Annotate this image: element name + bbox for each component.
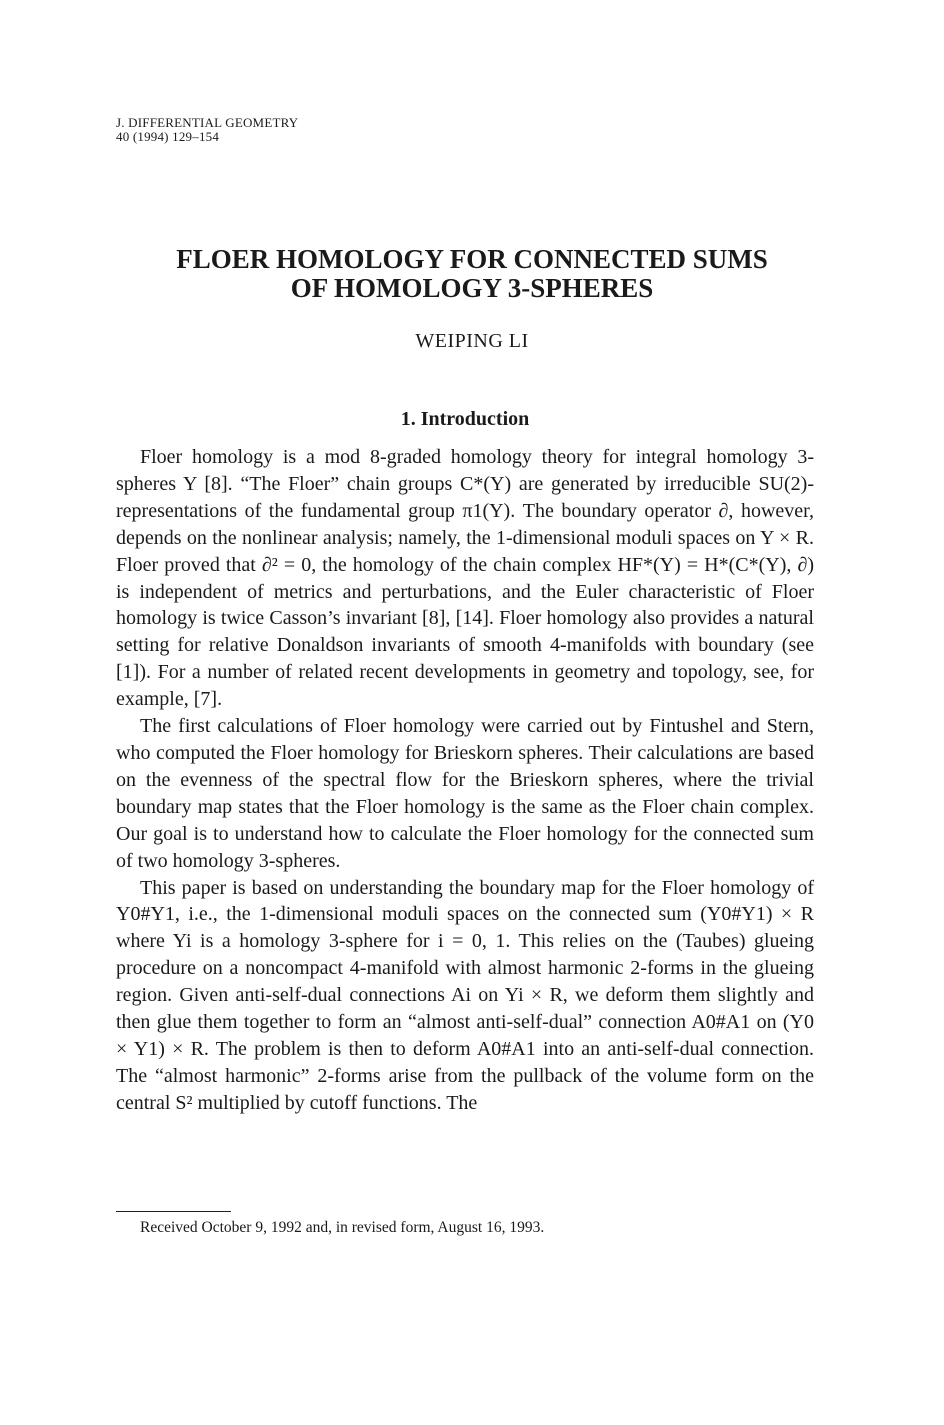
journal-name: J. DIFFERENTIAL GEOMETRY bbox=[116, 115, 299, 130]
title-line-1: FLOER HOMOLOGY FOR CONNECTED SUMS bbox=[176, 244, 768, 274]
paper-title bbox=[0, 245, 944, 303]
section-heading: 1. Introduction bbox=[400, 408, 530, 430]
paragraph-2: The first calculations of Floer homology were carried out by Fintushel and Stern, who computed the Floer homology for Brieskorn spheres. Their calculations are based on the evenness of the spectral flow for the Brieskorn spheres, where the trivial boundary map states that the Floer homology is the same as the Floer chain complex. Our goal is to understand how to calculate the Floer homology for the connected sum of two homology 3-spheres. bbox=[116, 715, 814, 872]
footnote-rule bbox=[116, 1211, 231, 1212]
journal-header bbox=[116, 116, 298, 144]
paragraph-1: Floer homology is a mod 8-graded homology theory for integral homology 3-spheres Y [8]. “The Floer” chain groups C*(Y) are generated by irreducible SU(2)-representations of the fundamental group π1(Y). The boundary operator ∂, however, depends on the nonlinear analysis; namely, the 1-dimensional moduli spaces on Y × R. Floer proved that ∂² = 0, the homology of the chain complex HF*(Y) = H*(C*(Y), ∂) is independent of metrics and perturbations, and the Euler characteristic of Floer homology is twice Casson’s invariant [8], [14]. Floer homology also provides a natural setting for relative Donaldson invariants of smooth 4-manifolds with boundary (see [1]). For a number of related recent developments in geometry and topology, see, for example, [7]. bbox=[116, 446, 814, 711]
title-line-2: OF HOMOLOGY 3-SPHERES bbox=[290, 273, 654, 303]
author-name: WEIPING LI bbox=[415, 330, 529, 352]
footnote: Received October 9, 1992 and, in revised form, August 16, 1993. bbox=[140, 1219, 545, 1236]
journal-volume: 40 (1994) 129–154 bbox=[116, 129, 220, 144]
paragraph-3: This paper is based on understanding the boundary map for the Floer homology of Y0#Y1, i.e., the 1-dimensional moduli spaces on the connected sum (Y0#Y1) × R where Yi is a homology 3-sphere for i = 0, 1. This relies on the (Taubes) glueing procedure on a noncompact 4-manifold with almost harmonic 2-forms in the glueing region. Given anti-self-dual connections Ai on Yi × R, we deform them slightly and then glue them together to form an “almost anti-self-dual” connection A0#A1 on (Y0 × Y1) × R. The problem is then to deform A0#A1 into an anti-self-dual connection. The “almost harmonic” 2-forms arise from the pullback of the volume form on the central S² multiplied by cutoff functions. The bbox=[116, 876, 814, 1114]
body-text bbox=[116, 444, 814, 1117]
